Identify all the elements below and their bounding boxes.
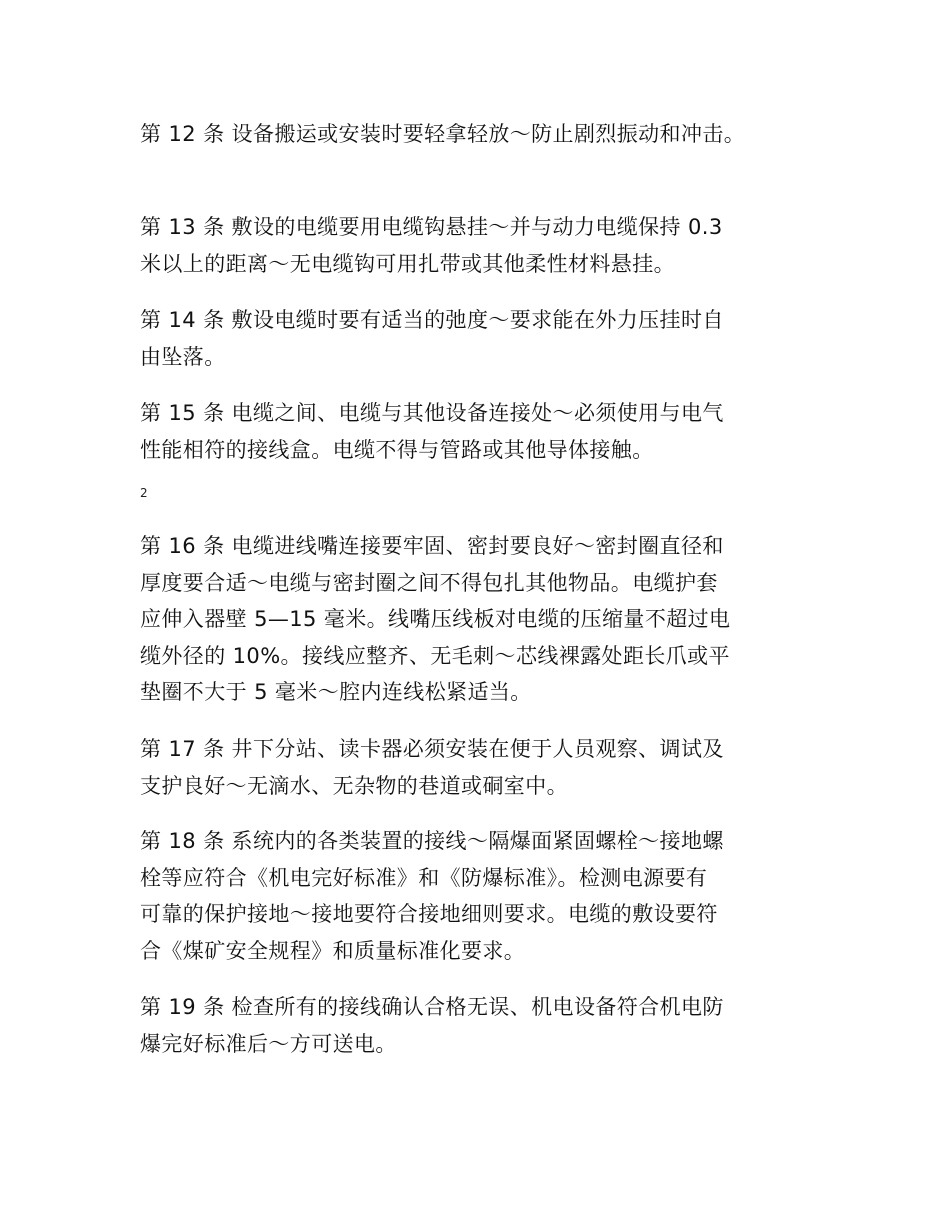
article-line: 米以上的距离～无电缆钩可用扎带或其他柔性材料悬挂。 <box>140 251 675 276</box>
article-line: 由坠落。 <box>140 344 226 369</box>
article-line: 第 18 条 系统内的各类装置的接线～隔爆面紧固螺栓～接地螺 <box>140 829 724 853</box>
article-line: 爆完好标准后～方可送电。 <box>140 1031 397 1056</box>
article-line: 应伸入器壁 5—15 毫米。线嘴压线板对电缆的压缩量不超过电 <box>140 607 731 631</box>
article-line: 栓等应符合《机电完好标准》和《防爆标准》。检测电源要有 <box>140 865 708 890</box>
article-16 <box>140 528 840 711</box>
article-19 <box>140 989 840 1062</box>
article-line: 第 17 条 井下分站、读卡器必须安装在便于人员观察、调试及 <box>140 737 724 761</box>
article-line: 第 15 条 电缆之间、电缆与其他设备连接处～必须使用与电气 <box>140 401 724 425</box>
article-15 <box>140 395 840 468</box>
article-line: 性能相符的接线盒。电缆不得与管路或其他导体接触。 <box>140 437 654 462</box>
article-line: 厚度要合适～电缆与密封圈之间不得包扎其他物品。电缆护套 <box>140 570 718 595</box>
article-line: 第 12 条 设备搬运或安装时要轻拿轻放～防止剧烈振动和冲击。 <box>140 122 746 146</box>
article-13 <box>140 209 840 282</box>
article-line: 第 14 条 敷设电缆时要有适当的弛度～要求能在外力压挂时自 <box>140 308 724 332</box>
article-line: 第 16 条 电缆进线嘴连接要牢固、密封要良好～密封圈直径和 <box>140 534 724 558</box>
article-17 <box>140 731 840 804</box>
article-12 <box>140 116 840 153</box>
article-line: 第 19 条 检查所有的接线确认合格无误、机电设备符合机电防 <box>140 995 724 1019</box>
article-line: 垫圈不大于 5 毫米～腔内连线松紧适当。 <box>140 680 532 704</box>
article-line: 缆外径的 10%。接线应整齐、无毛刺～芯线裸露处距长爪或平 <box>140 643 730 668</box>
article-18 <box>140 823 840 969</box>
article-line: 第 13 条 敷设的电缆要用电缆钩悬挂～并与动力电缆保持 0.3 <box>140 215 723 239</box>
article-line: 合《煤矿安全规程》和质量标准化要求。 <box>140 938 526 963</box>
page-number: 2 <box>140 486 148 500</box>
article-14 <box>140 302 840 375</box>
article-line: 可靠的保护接地～接地要符合接地细则要求。电缆的敷设要符 <box>140 902 718 926</box>
article-line: 支护良好～无滴水、无杂物的巷道或硐室中。 <box>140 773 568 798</box>
